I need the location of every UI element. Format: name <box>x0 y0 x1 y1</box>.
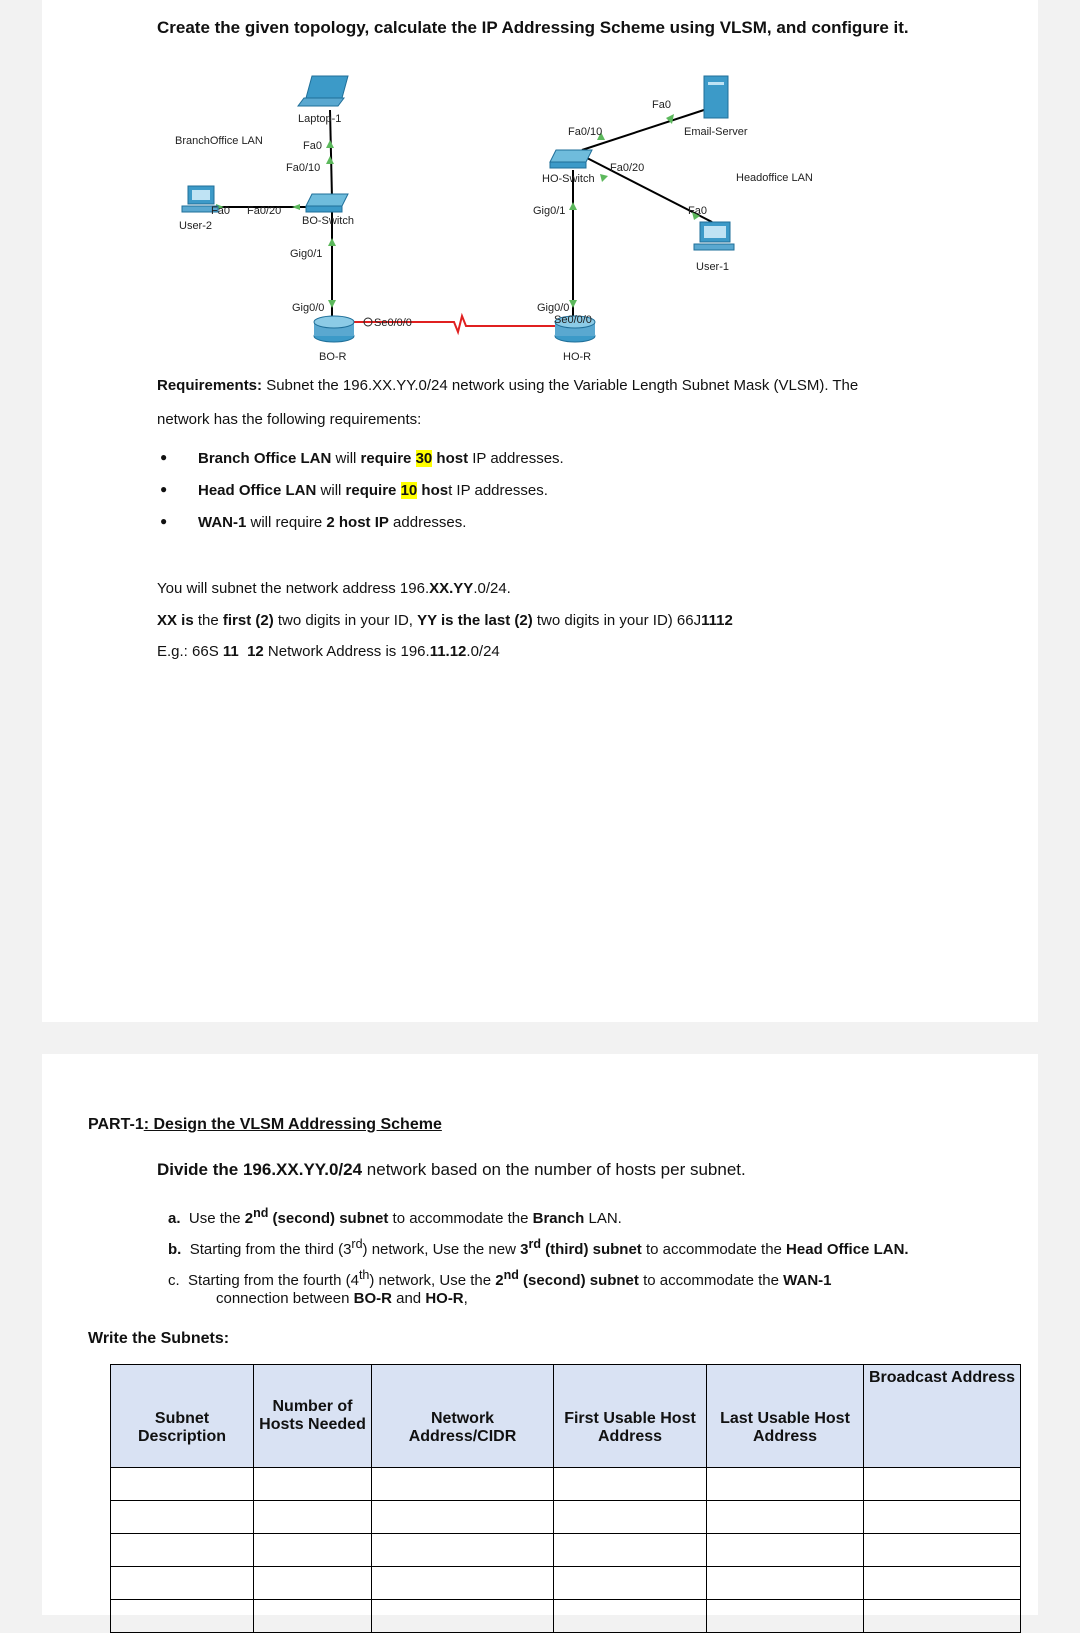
table-cell[interactable] <box>372 1501 554 1534</box>
write-subnets-label: Write the Subnets: <box>88 1330 230 1347</box>
table-header: Last Usable Host Address <box>707 1365 864 1468</box>
table-cell[interactable] <box>372 1567 554 1600</box>
table-cell[interactable] <box>864 1534 1021 1567</box>
requirements-list <box>160 450 564 546</box>
label-user2: User-2 <box>179 220 213 232</box>
label-ho-router-serial: Se0/0/0 <box>554 314 592 326</box>
table-cell[interactable] <box>707 1567 864 1600</box>
port-up-marker <box>569 202 577 210</box>
subnet-table <box>110 1364 1021 1633</box>
table-header: Broadcast Address <box>864 1365 1021 1468</box>
list-item: ● WAN-1 will require 2 host IP addresses. <box>160 514 564 546</box>
table-cell[interactable] <box>864 1600 1021 1633</box>
table-cell[interactable] <box>554 1534 707 1567</box>
table-cell[interactable] <box>554 1600 707 1633</box>
list-item: b. Starting from the third (3rd) network, Use the new 3rd (third) subnet to accommodate the Head Office LAN. <box>168 1237 909 1258</box>
label-ho-switch-fa020: Fa0/20 <box>610 162 645 174</box>
label-user1-port: Fa0 <box>688 205 707 217</box>
label-server-port: Fa0 <box>652 99 671 111</box>
label-bo-switch-fa020: Fa0/20 <box>247 205 282 217</box>
table-cell[interactable] <box>372 1600 554 1633</box>
subnet-note-line-2: XX is the first (2) two digits in your ID, YY is the last (2) two digits in your ID) 66J1112 <box>157 612 733 629</box>
label-bo-router: BO-R <box>319 351 347 360</box>
label-ho-switch-gig: Gig0/1 <box>533 205 566 217</box>
table-cell[interactable] <box>707 1534 864 1567</box>
divide-instruction: Divide the 196.XX.YY.0/24 network based on the number of hosts per subnet. <box>157 1160 746 1179</box>
port-up-marker <box>569 300 577 308</box>
label-ho-switch: HO-Switch <box>542 173 595 185</box>
pc-icon <box>694 222 734 250</box>
table-cell[interactable] <box>111 1501 254 1534</box>
port-up-marker <box>600 174 608 182</box>
list-item-continuation: connection between BO-R and HO-R, <box>216 1290 468 1307</box>
table-cell[interactable] <box>554 1501 707 1534</box>
label-ho-router-gig: Gig0/0 <box>537 302 570 314</box>
requirements-line-1: Requirements: Subnet the 196.XX.YY.0/24 network using the Variable Length Subnet Mask (VLSM). The <box>157 377 859 394</box>
list-item: a. Use the 2nd (second) subnet to accommodate the Branch LAN. <box>168 1206 622 1227</box>
label-bo-switch: BO-Switch <box>302 215 354 227</box>
label-bo-switch-fa010: Fa0/10 <box>286 162 321 174</box>
table-cell[interactable] <box>111 1468 254 1501</box>
label-laptop-port: Fa0 <box>303 140 322 152</box>
port-up-marker <box>292 204 300 210</box>
subnet-note-line-3: E.g.: 66S 11 12 Network Address is 196.11.12.0/24 <box>157 643 500 660</box>
switch-icon <box>306 194 348 212</box>
table-cell[interactable] <box>707 1468 864 1501</box>
table-cell[interactable] <box>372 1534 554 1567</box>
steps-list <box>168 1206 909 1307</box>
page-title: Create the given topology, calculate the IP Addressing Scheme using VLSM, and configure it. <box>157 18 909 37</box>
table-cell[interactable] <box>864 1468 1021 1501</box>
table-cell[interactable] <box>111 1534 254 1567</box>
label-laptop: Laptop-1 <box>298 113 342 125</box>
table-header: First Usable Host Address <box>554 1365 707 1468</box>
table-cell[interactable] <box>554 1468 707 1501</box>
server-icon <box>704 76 728 118</box>
label-user2-port: Fa0 <box>211 205 230 217</box>
laptop-icon <box>298 76 348 106</box>
table-header: Network Address/CIDR <box>372 1365 554 1468</box>
label-bo-router-gig: Gig0/0 <box>292 302 325 314</box>
table-cell[interactable] <box>254 1501 372 1534</box>
list-item: ● Branch Office LAN will require 30 host IP addresses. <box>160 450 564 482</box>
table-cell[interactable] <box>254 1468 372 1501</box>
table-row <box>111 1534 1021 1567</box>
label-user1: User-1 <box>696 261 730 273</box>
table-cell[interactable] <box>372 1468 554 1501</box>
port-up-marker <box>328 238 336 246</box>
table-cell[interactable] <box>554 1567 707 1600</box>
part-1-heading: PART-1: Design the VLSM Addressing Scheme <box>88 1116 442 1133</box>
label-bo-router-serial: Se0/0/0 <box>374 317 412 329</box>
port-up-marker <box>326 156 334 164</box>
document-page-2 <box>42 1054 1038 1615</box>
router-icon <box>314 316 354 342</box>
port-up-marker <box>326 140 334 148</box>
label-email-server: Email-Server <box>684 126 748 138</box>
table-cell[interactable] <box>707 1501 864 1534</box>
label-headoffice-lan: Headoffice LAN <box>736 172 813 184</box>
label-bo-switch-gig: Gig0/1 <box>290 248 323 260</box>
label-branch-lan: BranchOffice LAN <box>175 135 263 147</box>
table-cell[interactable] <box>254 1600 372 1633</box>
network-topology-diagram <box>42 0 1038 360</box>
list-item: c. Starting from the fourth (4th) network, Use the 2nd (second) subnet to accommodate the WAN-1 <box>168 1268 832 1289</box>
label-ho-switch-fa010: Fa0/10 <box>568 126 603 138</box>
table-cell[interactable] <box>111 1567 254 1600</box>
table-cell[interactable] <box>111 1600 254 1633</box>
switch-icon <box>550 150 592 168</box>
table-row <box>111 1600 1021 1633</box>
table-cell[interactable] <box>864 1501 1021 1534</box>
table-row <box>111 1468 1021 1501</box>
label-ho-router: HO-R <box>563 351 592 360</box>
table-cell[interactable] <box>864 1567 1021 1600</box>
table-row <box>111 1501 1021 1534</box>
requirements-line-2: network has the following requirements: <box>157 411 422 428</box>
table-cell[interactable] <box>254 1567 372 1600</box>
table-header: Subnet Description <box>111 1365 254 1468</box>
subnet-note-line-1: You will subnet the network address 196.XX.YY.0/24. <box>157 580 511 597</box>
table-header: Number of Hosts Needed <box>254 1365 372 1468</box>
table-cell[interactable] <box>707 1600 864 1633</box>
table-row <box>111 1567 1021 1600</box>
document-page-1 <box>42 0 1038 1022</box>
list-item: ● Head Office LAN will require 10 host IP addresses. <box>160 482 564 514</box>
table-cell[interactable] <box>254 1534 372 1567</box>
port-up-marker <box>328 300 336 308</box>
